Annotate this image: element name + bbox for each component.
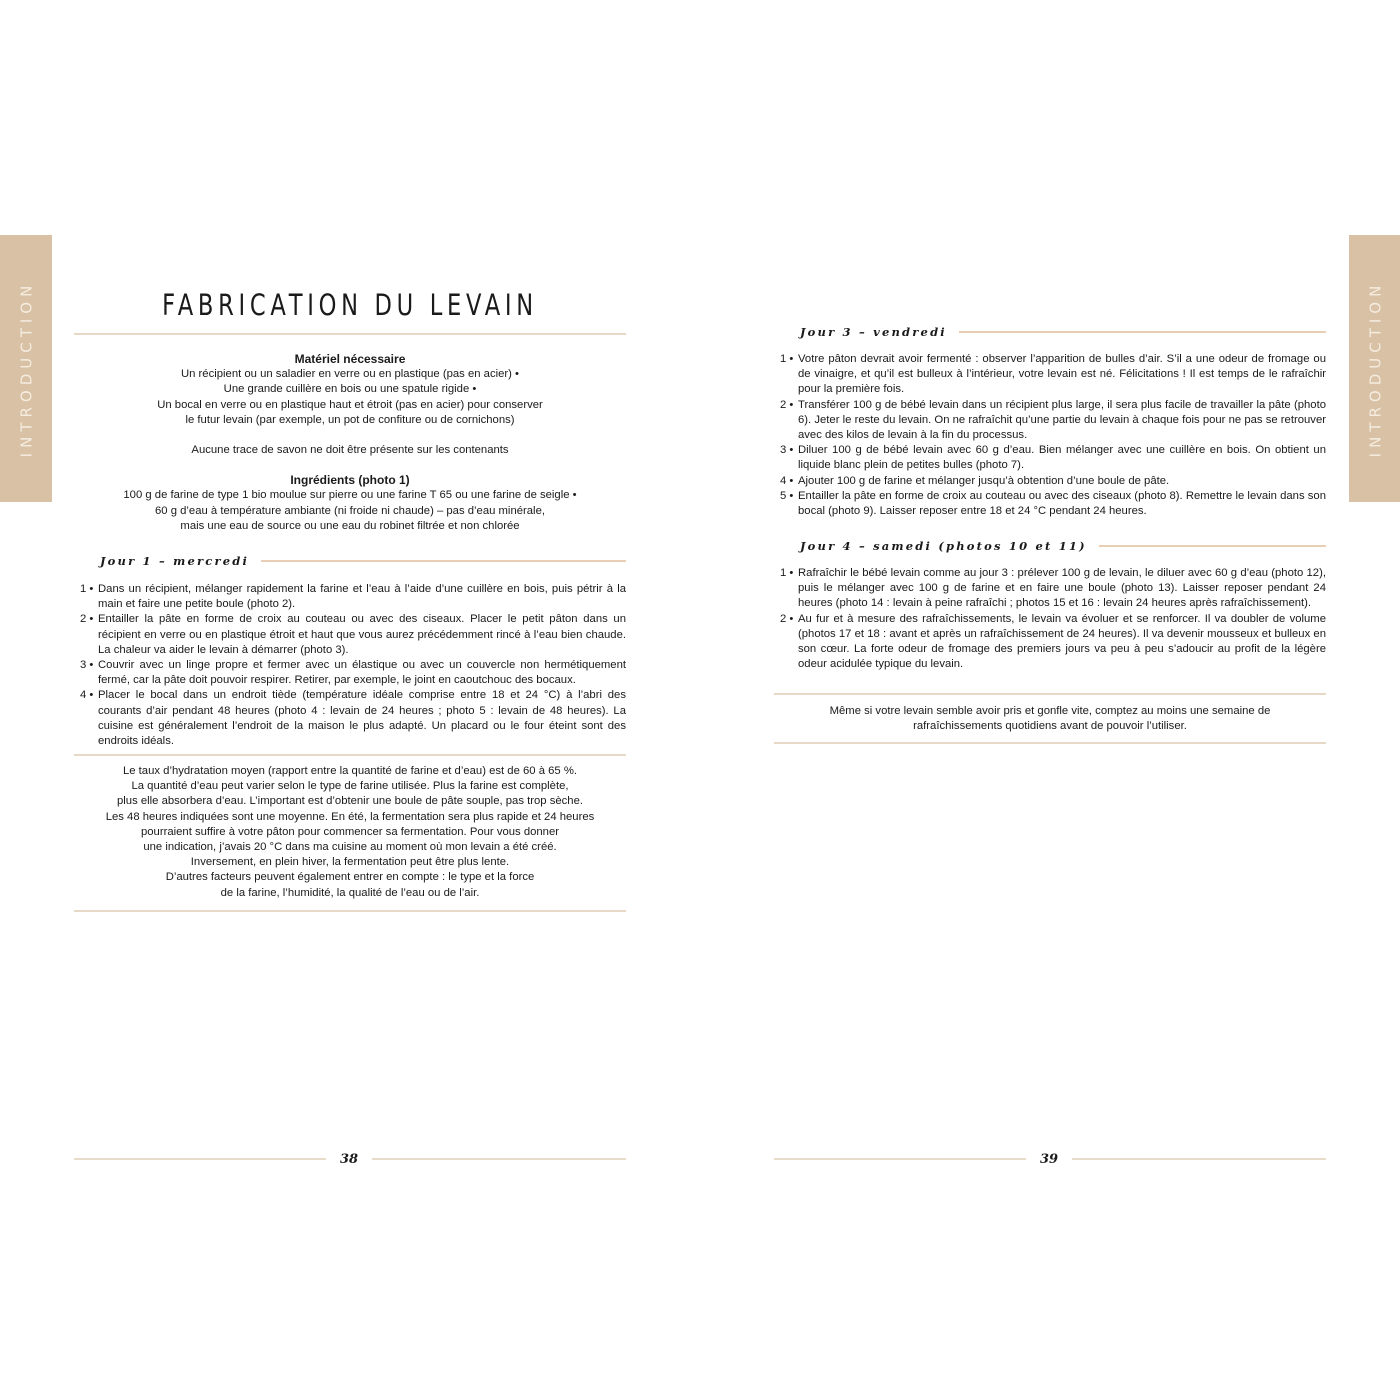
step-item xyxy=(774,612,1326,673)
step-text: Entailler la pâte en forme de croix au couteau ou avec des ciseaux. Placer le petit pâton dans un récipient en verre ou en plastique étroit et haut que vous aurez précédemment rincé à l’eau bien chaude. La chaleur va aider le levain à démarrer (photo 3). xyxy=(98,613,626,656)
left-page xyxy=(74,0,626,1400)
day-4-steps xyxy=(774,566,1326,672)
ingredient-line: mais une eau de source ou une eau du robinet filtrée et non chlorée xyxy=(180,519,520,532)
materiel-heading: Matériel nécessaire xyxy=(294,352,406,366)
refresh-tip xyxy=(774,704,1326,734)
footer-rule xyxy=(774,1158,1026,1160)
step-item xyxy=(774,474,1326,489)
day-label: Jour 4 – samedi (photos 10 et 11) xyxy=(800,539,1087,553)
day-label: Jour 3 – vendredi xyxy=(800,325,947,339)
section-tab-label: INTRODUCTION xyxy=(1366,280,1384,457)
tip-line: Les 48 heures indiquées sont une moyenne. En été, la fermentation sera plus rapide et 24 heures xyxy=(105,810,595,823)
right-page xyxy=(774,0,1326,1400)
heading-rule xyxy=(261,560,626,562)
day-3-heading xyxy=(774,323,1326,341)
step-item xyxy=(774,566,1326,612)
step-text: Au fur et à mesure des rafraîchissements, le levain va évoluer et se renforcer. Il va doubler de volume (photos 17 et 18 : avant et après un rafraîchissement de 24 heures). Il va devenir mousseux et bulleux en son cœur. La forte odeur de fromage des premiers jours va peu à peu s’adoucir au profit de la légère odeur acidulée typique du levain. xyxy=(798,612,1326,671)
step-text: Diluer 100 g de bébé levain avec 60 g d’eau. Bien mélanger avec une cuillère en bois. On obtient un liquide blanc plein de petites bulles (photo 7). xyxy=(798,444,1326,472)
step-item xyxy=(774,352,1326,398)
tip-top-divider xyxy=(774,693,1326,695)
step-text: Placer le bocal dans un endroit tiède (température idéale comprise entre 18 et 24 °C) à l’abri des courants d’air pendant 48 heures (photo 4 : levain de 24 heures ; photo 5 : levain de 48 heures). La cuisine est généralement l’endroit de la maison le plus adapté. Un placard ou le four éteint sont des endroits idéals. xyxy=(98,689,626,748)
day-label: Jour 1 – mercredi xyxy=(100,554,250,568)
page-title: FABRICATION DU LEVAIN xyxy=(162,288,538,322)
step-number: 1 • xyxy=(80,583,94,595)
step-text: Transférer 100 g de bébé levain dans un récipient plus large, il sera plus facile de travailler la pâte (photo 6). Jeter le reste du levain. On ne rafraîchit qu’une partie du levain à chaque fois pour ne pas se retrouver avec des kilos de levain à la fin du processus. xyxy=(798,398,1326,442)
step-item xyxy=(74,688,626,749)
heading-rule xyxy=(959,331,1326,333)
day-1-steps xyxy=(74,582,626,749)
day-3-steps xyxy=(774,352,1326,519)
tip-line: Le taux d’hydratation moyen (rapport entre la quantité de farine et d’eau) est de 60 à 65 %. xyxy=(122,765,578,777)
page-footer xyxy=(774,1150,1326,1168)
step-item xyxy=(74,658,626,688)
materiel-note: Aucune trace de savon ne doit être présente sur les contenants xyxy=(191,444,509,457)
materiel-line: Un bocal en verre ou en plastique haut et étroit (pas en acier) pour conserver xyxy=(157,398,543,411)
page-footer xyxy=(74,1150,626,1168)
materiel-line: Un récipient ou un saladier en verre ou en plastique (pas en acier) • xyxy=(180,368,520,381)
section-tab-right xyxy=(1349,235,1400,502)
step-item xyxy=(774,489,1326,519)
step-number: 1 • xyxy=(780,353,794,365)
step-number: 1 • xyxy=(780,567,794,579)
title-divider xyxy=(74,333,626,335)
step-text: Entailler la pâte en forme de croix au couteau ou avec des ciseaux (photo 8). Remettre le levain dans son bocal (photo 9). Laisser reposer entre 18 et 24 °C pendant 24 heures. xyxy=(798,489,1326,518)
step-number: 2 • xyxy=(780,612,794,625)
step-text: Dans un récipient, mélanger rapidement la farine et l’eau à l’aide d’une cuillère en bois, puis pétrir à la main et faire une petite boule (photo 2). xyxy=(98,583,626,611)
day-4-heading xyxy=(774,537,1326,555)
step-item xyxy=(74,582,626,612)
tip-line: Même si votre levain semble avoir pris et gonfle vite, comptez au moins une semaine de xyxy=(829,705,1271,717)
footer-rule xyxy=(372,1158,626,1160)
tip-line: D’autres facteurs peuvent également entrer en compte : le type et la force xyxy=(165,871,535,884)
step-item xyxy=(774,398,1326,444)
tip-line: plus elle absorbera d’eau. L’important est d’obtenir une boule de pâte souple, pas trop sèche. xyxy=(117,795,583,808)
page-number: 38 xyxy=(340,1151,359,1167)
step-number: 5 • xyxy=(780,489,794,502)
step-text: Ajouter 100 g de farine et mélanger jusqu’à obtention d’une boule de pâte. xyxy=(798,474,1170,487)
step-text: Couvrir avec un linge propre et fermer avec un élastique ou avec un couvercle non hermétiquement fermé, car la pâte doit pouvoir respirer. Retirer, par exemple, le joint en caoutchouc des bocaux. xyxy=(98,659,626,687)
tip-line: une indication, j’avais 20 °C dans ma cuisine au moment où mon levain a été créé. xyxy=(143,841,557,854)
step-item xyxy=(74,612,626,658)
tip-bottom-divider xyxy=(774,742,1326,744)
hydration-tip xyxy=(74,764,626,901)
tip-line: de la farine, l’humidité, la qualité de l’eau ou de l’air. xyxy=(220,886,480,899)
step-number: 3 • xyxy=(780,444,794,457)
page-number: 39 xyxy=(1040,1151,1059,1167)
materiel-line: Une grande cuillère en bois ou une spatule rigide • xyxy=(223,383,477,396)
tip-line: pourraient suffire à votre pâton pour commencer sa fermentation. Pour vous donner xyxy=(140,825,559,838)
ingredient-line: 100 g de farine de type 1 bio moulue sur pierre ou une farine T 65 ou une farine de seigle • xyxy=(123,489,577,502)
step-item xyxy=(774,443,1326,473)
tip-line: rafraîchissements quotidiens avant de pouvoir l’utiliser. xyxy=(913,720,1187,733)
step-text: Votre pâton devrait avoir fermenté : observer l’apparition de bulles d’air. S’il a une odeur de fromage ou de vinaigre, et qu’il est bulleux à l’intérieur, votre levain est né. Félicitations ! Il est temps de le rafraîchir pour la première fois. xyxy=(798,353,1326,396)
footer-rule xyxy=(1072,1158,1326,1160)
ingredients-heading: Ingrédients (photo 1) xyxy=(290,473,410,488)
materiel-line: le futur levain (par exemple, un pot de confiture ou de cornichons) xyxy=(185,413,515,426)
materiel-section xyxy=(74,352,626,534)
step-number: 4 • xyxy=(80,689,94,702)
footer-rule xyxy=(74,1158,326,1160)
tip-line: Inversement, en plein hiver, la fermentation peut être plus lente. xyxy=(190,856,510,869)
heading-rule xyxy=(1099,545,1326,547)
tip-bottom-divider xyxy=(74,910,626,912)
step-number: 2 • xyxy=(780,398,794,411)
step-number: 4 • xyxy=(780,474,794,487)
ingredient-line: 60 g d’eau à température ambiante (ni froide ni chaude) – pas d’eau minérale, xyxy=(155,504,545,517)
day-1-heading xyxy=(74,552,626,570)
step-number: 3 • xyxy=(80,659,94,672)
tip-top-divider xyxy=(74,754,626,756)
section-tab-label: INTRODUCTION xyxy=(17,280,35,457)
tip-line: La quantité d’eau peut varier selon le type de farine utilisée. Plus la farine est complète, xyxy=(131,780,569,793)
section-tab-left xyxy=(0,235,52,502)
step-text: Rafraîchir le bébé levain comme au jour 3 : prélever 100 g de levain, le diluer avec 60 g d’eau (photo 12), puis le mélanger avec 100 g de farine et en faire une boule (photo 13). Laisser reposer pendant 24 heures (photo 14 : levain à peine rafraîchi ; photos 15 et 16 : levain 24 heures après rafraîchissement). xyxy=(798,567,1326,610)
step-number: 2 • xyxy=(80,613,94,626)
